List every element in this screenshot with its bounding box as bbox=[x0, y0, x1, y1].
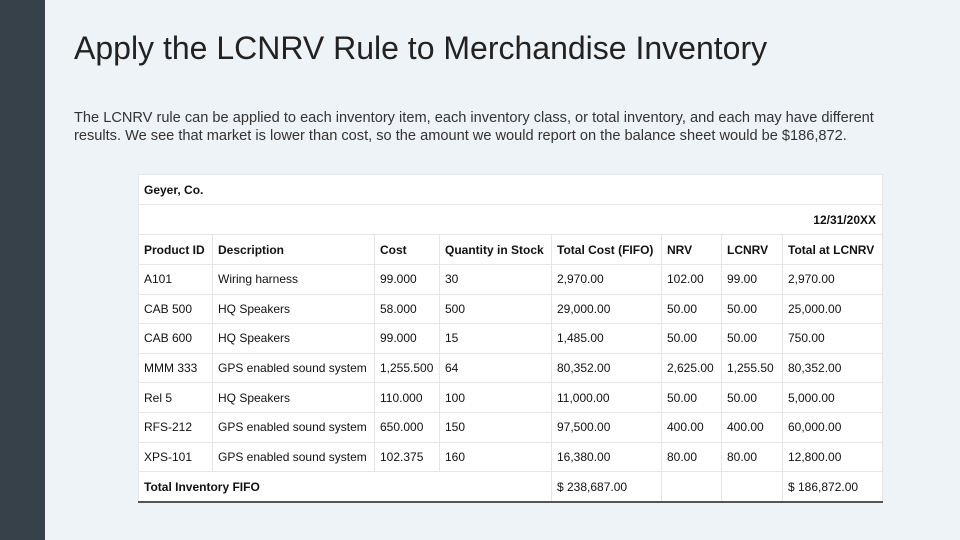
cell-lcnrv: 80.00 bbox=[722, 442, 783, 472]
cell-nrv: 80.00 bbox=[662, 442, 722, 472]
col-header-lcnrv: LCNRV bbox=[722, 235, 783, 265]
cell-description: GPS enabled sound system bbox=[213, 442, 375, 472]
cell-description: HQ Speakers bbox=[213, 324, 375, 354]
cell-description: HQ Speakers bbox=[213, 294, 375, 324]
cell-total-cost: 11,000.00 bbox=[552, 383, 662, 413]
company-name: Geyer, Co. bbox=[139, 175, 883, 205]
cell-total-lcnrv: 5,000.00 bbox=[783, 383, 883, 413]
cell-lcnrv: 400.00 bbox=[722, 412, 783, 442]
cell-nrv: 50.00 bbox=[662, 294, 722, 324]
total-empty-lcnrv bbox=[722, 472, 783, 503]
cell-cost: 58.000 bbox=[375, 294, 440, 324]
cell-total-cost: 16,380.00 bbox=[552, 442, 662, 472]
cell-cost: 102.375 bbox=[375, 442, 440, 472]
total-cost-fifo: $ 238,687.00 bbox=[552, 472, 662, 503]
cell-total-cost: 97,500.00 bbox=[552, 412, 662, 442]
cell-cost: 650.000 bbox=[375, 412, 440, 442]
col-header-quantity: Quantity in Stock bbox=[440, 235, 552, 265]
cell-quantity: 30 bbox=[440, 265, 552, 295]
total-at-lcnrv: $ 186,872.00 bbox=[783, 472, 883, 503]
cell-lcnrv: 99.00 bbox=[722, 265, 783, 295]
cell-total-lcnrv: 25,000.00 bbox=[783, 294, 883, 324]
cell-product-id: MMM 333 bbox=[139, 353, 213, 383]
cell-total-cost: 1,485.00 bbox=[552, 324, 662, 354]
cell-nrv: 2,625.00 bbox=[662, 353, 722, 383]
cell-product-id: CAB 500 bbox=[139, 294, 213, 324]
table-row bbox=[139, 294, 883, 324]
cell-total-lcnrv: 750.00 bbox=[783, 324, 883, 354]
cell-quantity: 150 bbox=[440, 412, 552, 442]
cell-description: Wiring harness bbox=[213, 265, 375, 295]
cell-cost: 1,255.500 bbox=[375, 353, 440, 383]
cell-description: GPS enabled sound system bbox=[213, 412, 375, 442]
cell-quantity: 15 bbox=[440, 324, 552, 354]
cell-total-cost: 80,352.00 bbox=[552, 353, 662, 383]
col-header-cost: Cost bbox=[375, 235, 440, 265]
cell-total-lcnrv: 80,352.00 bbox=[783, 353, 883, 383]
report-date: 12/31/20XX bbox=[139, 205, 883, 235]
slide-title: Apply the LCNRV Rule to Merchandise Inventory bbox=[74, 30, 768, 66]
cell-quantity: 64 bbox=[440, 353, 552, 383]
cell-lcnrv: 1,255.50 bbox=[722, 353, 783, 383]
cell-cost: 110.000 bbox=[375, 383, 440, 413]
cell-lcnrv: 50.00 bbox=[722, 294, 783, 324]
left-accent-bar bbox=[0, 0, 45, 540]
cell-product-id: CAB 600 bbox=[139, 324, 213, 354]
table-row bbox=[139, 383, 883, 413]
cell-total-lcnrv: 12,800.00 bbox=[783, 442, 883, 472]
cell-total-cost: 29,000.00 bbox=[552, 294, 662, 324]
table-row bbox=[139, 265, 883, 295]
cell-description: GPS enabled sound system bbox=[213, 353, 375, 383]
cell-quantity: 160 bbox=[440, 442, 552, 472]
table-row bbox=[139, 442, 883, 472]
cell-product-id: Rel 5 bbox=[139, 383, 213, 413]
cell-cost: 99.000 bbox=[375, 265, 440, 295]
table-row bbox=[139, 353, 883, 383]
cell-total-lcnrv: 60,000.00 bbox=[783, 412, 883, 442]
col-header-total-cost: Total Cost (FIFO) bbox=[552, 235, 662, 265]
total-row bbox=[139, 472, 883, 503]
company-row bbox=[139, 175, 883, 205]
intro-paragraph: The LCNRV rule can be applied to each inventory item, each inventory class, or total inventory, and each may have different results. We see that market is lower than cost, so the amount we would report on the balance sheet would be $186,872. bbox=[74, 110, 874, 144]
total-label: Total Inventory FIFO bbox=[139, 472, 552, 503]
col-header-total-lcnrv: Total at LCNRV bbox=[783, 235, 883, 265]
cell-nrv: 400.00 bbox=[662, 412, 722, 442]
col-header-product-id: Product ID bbox=[139, 235, 213, 265]
cell-product-id: A101 bbox=[139, 265, 213, 295]
cell-nrv: 50.00 bbox=[662, 383, 722, 413]
cell-description: HQ Speakers bbox=[213, 383, 375, 413]
table-row bbox=[139, 412, 883, 442]
cell-total-cost: 2,970.00 bbox=[552, 265, 662, 295]
header-row bbox=[139, 235, 883, 265]
total-empty-nrv bbox=[662, 472, 722, 503]
cell-lcnrv: 50.00 bbox=[722, 383, 783, 413]
cell-cost: 99.000 bbox=[375, 324, 440, 354]
cell-nrv: 50.00 bbox=[662, 324, 722, 354]
cell-nrv: 102.00 bbox=[662, 265, 722, 295]
col-header-description: Description bbox=[213, 235, 375, 265]
date-row bbox=[139, 205, 883, 235]
cell-quantity: 100 bbox=[440, 383, 552, 413]
table-row bbox=[139, 324, 883, 354]
cell-total-lcnrv: 2,970.00 bbox=[783, 265, 883, 295]
inventory-table bbox=[138, 174, 883, 503]
cell-product-id: RFS-212 bbox=[139, 412, 213, 442]
col-header-nrv: NRV bbox=[662, 235, 722, 265]
cell-lcnrv: 50.00 bbox=[722, 324, 783, 354]
cell-quantity: 500 bbox=[440, 294, 552, 324]
cell-product-id: XPS-101 bbox=[139, 442, 213, 472]
